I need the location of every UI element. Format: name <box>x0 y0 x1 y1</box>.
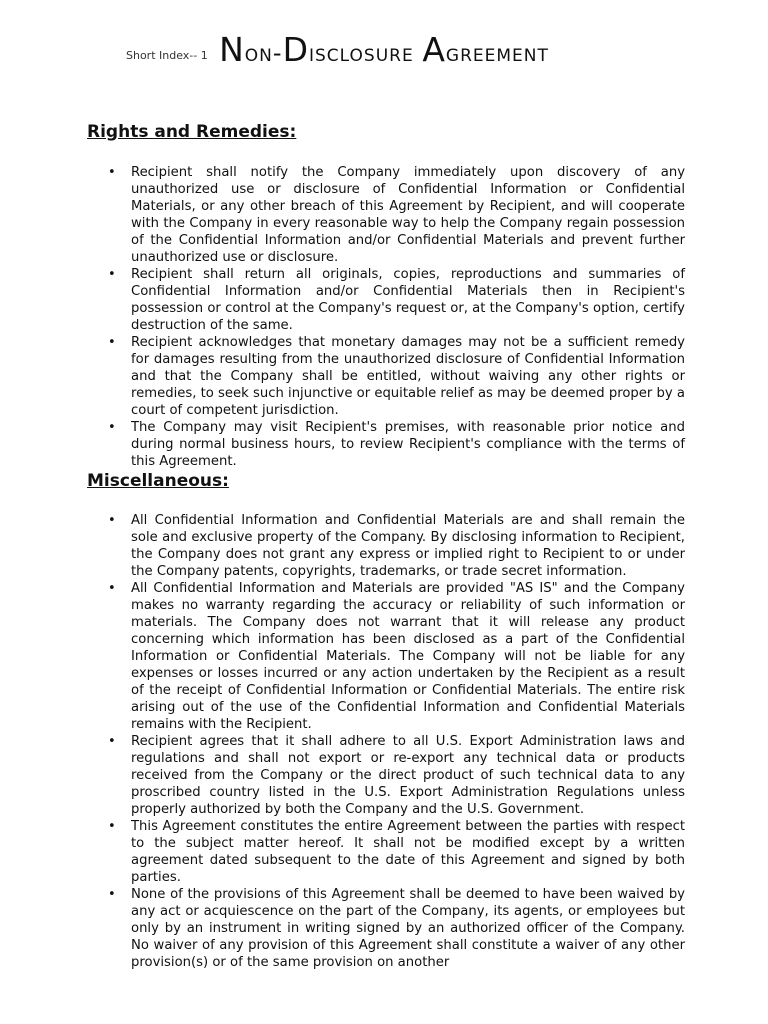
list-item-text: All Confidential Information and Materials are provided "AS IS" and the Company makes no warranty regarding the accuracy or reliability of such information or materials. The Company does not warrant that it will release any product concerning which information has been disclosed as a part of the Confidential Information or Confidential Materials. The Company will not be liable for any expenses or losses incurred or any action undertaken by the Recipient as a result of the receipt of Confidential Information or Confidential Materials. The entire risk arising out of the use of the Confidential Information and Confidential Materials remains with the Recipient. <box>131 581 685 732</box>
rights-and-remedies-list <box>0 164 685 470</box>
document-title <box>219 30 549 69</box>
header-overlay-text: Short Index-- 1 <box>126 49 208 62</box>
bullet-icon: • <box>108 420 116 435</box>
title-container <box>0 30 768 69</box>
list-item-text: Recipient shall notify the Company immediately upon discovery of any unauthorized use or disclosure of Confidential Information or Confidential Materials, or any other breach of this Agreement by Recipient, and will cooperate with the Company in every reasonable way to help the Company regain possession of the Confidential Information and/or Confidential Materials and prevent further unauthorized use or disclosure. <box>131 165 685 265</box>
list-item <box>0 164 685 266</box>
list-item-text: The Company may visit Recipient's premises, with reasonable prior notice and during normal business hours, to review Recipient's compliance with the terms of this Agreement. <box>131 420 685 469</box>
list-item <box>0 733 685 818</box>
list-item-text: Recipient shall return all originals, copies, reproductions and summaries of Confidential Information and/or Confidential Materials then in Recipient's possession or control at the Company's request or, at the Company's option, certify destruction of the same. <box>131 267 685 333</box>
list-item <box>0 512 685 580</box>
title-word: Non- <box>219 30 283 69</box>
bullet-icon: • <box>108 887 116 902</box>
bullet-icon: • <box>108 734 116 749</box>
section-heading-rights-and-remedies: Rights and Remedies: <box>87 122 297 142</box>
bullet-icon: • <box>108 513 116 528</box>
list-item <box>0 419 685 470</box>
list-item <box>0 266 685 334</box>
bullet-icon: • <box>108 581 116 596</box>
list-item-text: All Confidential Information and Confidential Materials are and shall remain the sole and exclusive property of the Company. By disclosing information to Recipient, the Company does not grant any express or implied right to Recipient to or under the Company patents, copyrights, trademarks, or trade secret information. <box>131 513 685 579</box>
list-item-text: This Agreement constitutes the entire Agreement between the parties with respect to the subject matter hereof. It shall not be modified except by a written agreement dated subsequent to the date of this Agreement and signed by both parties. <box>131 819 685 885</box>
title-word: Disclosure <box>282 30 423 69</box>
bullet-icon: • <box>108 335 116 350</box>
list-item-text: None of the provisions of this Agreement shall be deemed to have been waived by any act or acquiescence on the part of the Company, its agents, or employees but only by an instrument in writing signed by an authorized officer of the Company. No waiver of any provision of this Agreement shall constitute a waiver of any other provision(s) or of the same provision on another <box>131 887 685 970</box>
section-heading-miscellaneous: Miscellaneous: <box>87 471 229 491</box>
list-item <box>0 818 685 886</box>
bullet-icon: • <box>108 267 116 282</box>
list-item <box>0 580 685 733</box>
bullet-icon: • <box>108 165 116 180</box>
list-item <box>0 334 685 419</box>
list-item-text: Recipient agrees that it shall adhere to all U.S. Export Administration laws and regulations and shall not export or re-export any technical data or products received from the Company or the direct product of such technical data to any proscribed country listed in the U.S. Export Administration Regulations unless properly authorized by both the Company and the U.S. Government. <box>131 734 685 817</box>
bullet-icon: • <box>108 819 116 834</box>
list-item <box>0 886 685 971</box>
list-item-text: Recipient acknowledges that monetary damages may not be a sufficient remedy for damages resulting from the unauthorized disclosure of Confidential Information and that the Company shall be entitled, without waiving any other rights or remedies, to seek such injunctive or equitable relief as may be deemed proper by a court of competent jurisdiction. <box>131 335 685 418</box>
title-word: Agreement <box>422 30 549 69</box>
miscellaneous-list <box>0 512 685 971</box>
